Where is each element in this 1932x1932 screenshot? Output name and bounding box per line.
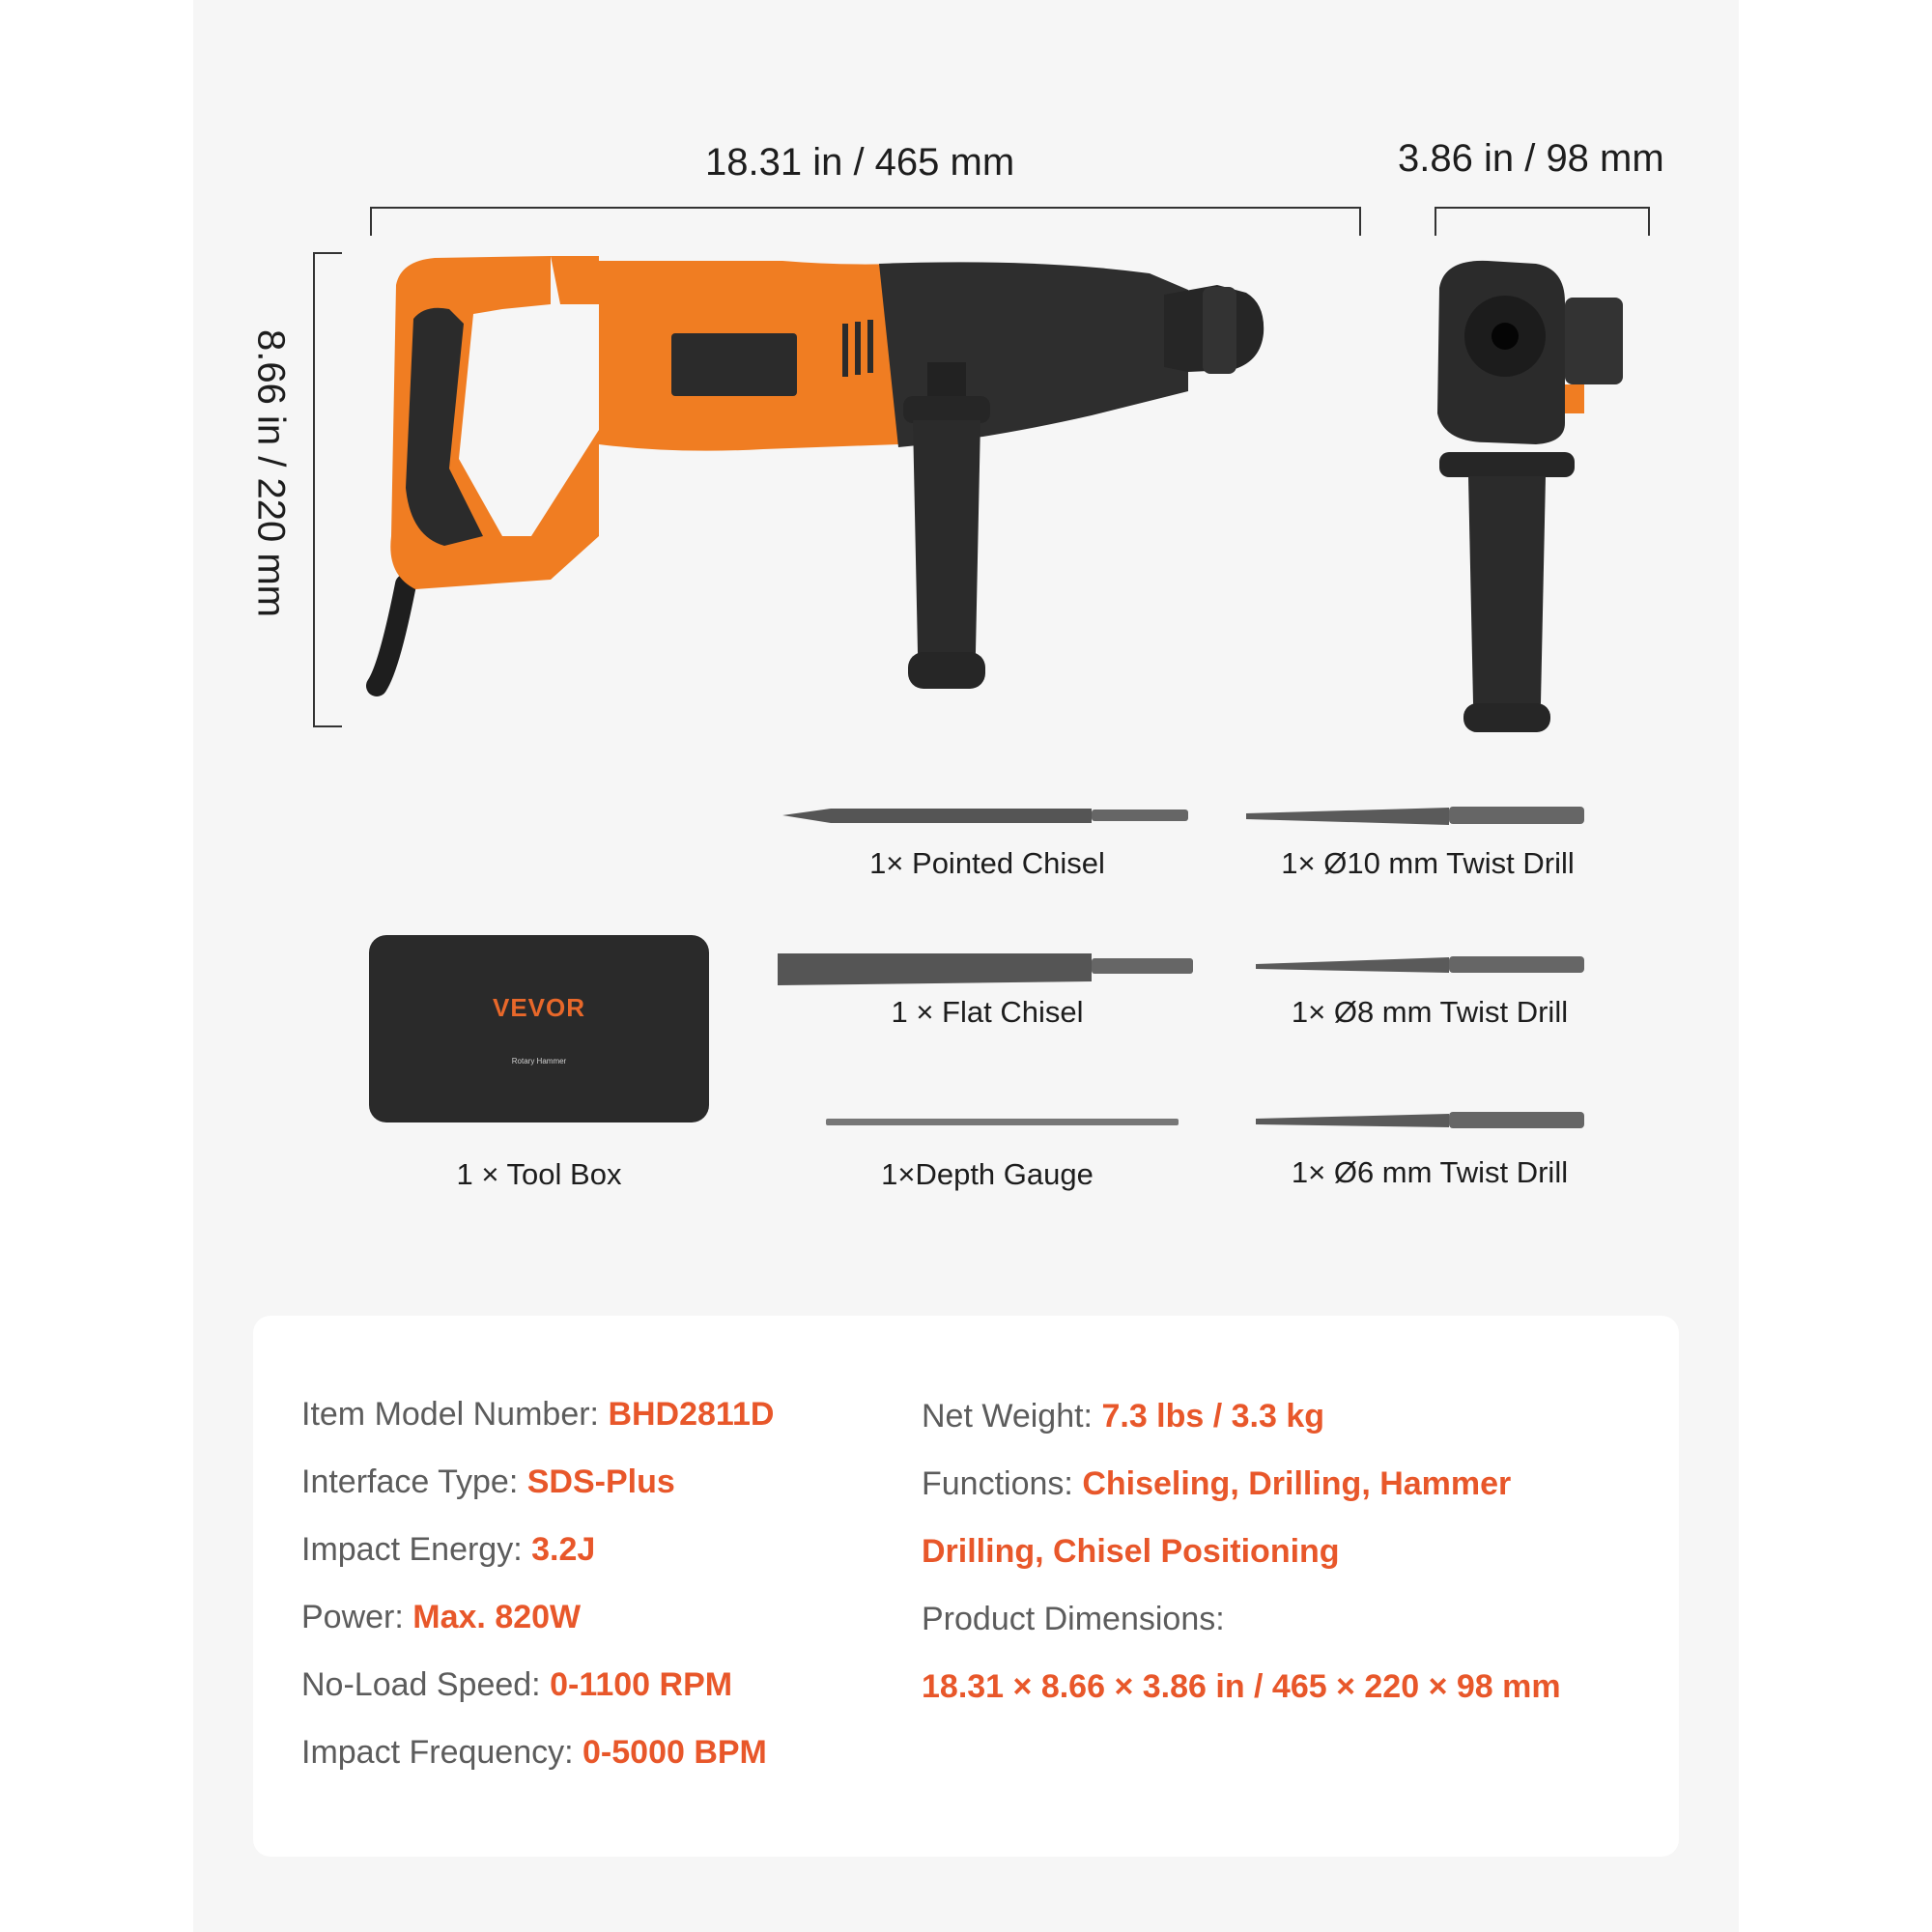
spec-interface-value: SDS-Plus — [526, 1463, 675, 1500]
spec-model-value: BHD2811D — [608, 1396, 775, 1433]
width-bracket — [1435, 208, 1649, 236]
spec-functions-label: Functions: — [922, 1465, 1073, 1502]
pointed-chisel — [782, 809, 1092, 823]
accessory-label-twist-drill-6: 1× Ø6 mm Twist Drill — [1291, 1155, 1569, 1189]
spec-functions — [922, 1465, 1511, 1503]
spec-functions-value-line2: Drilling, Chisel Positioning — [922, 1533, 1340, 1570]
spec-model — [301, 1396, 774, 1434]
spec-interface — [301, 1463, 675, 1501]
spec-interface-label: Interface Type: — [301, 1463, 519, 1500]
spec-power-label: Power: — [301, 1599, 404, 1635]
accessory-label-tool-box: 1 × Tool Box — [456, 1157, 622, 1191]
twist-drill-6 — [1256, 1114, 1449, 1127]
spec-energy-label: Impact Energy: — [301, 1531, 523, 1568]
tool-box-brand-logo: VEVOR — [492, 993, 586, 1022]
length-bracket — [371, 208, 1360, 236]
spec-speed-label: No-Load Speed: — [301, 1666, 541, 1703]
specs-card — [253, 1316, 1679, 1857]
height-dimension-label: 8.66 in / 220 mm — [249, 329, 293, 617]
spec-model-label: Item Model Number: — [301, 1396, 599, 1433]
spec-frequency-value: 0-5000 BPM — [582, 1734, 767, 1771]
height-bracket — [314, 253, 342, 726]
spec-energy-value: 3.2J — [531, 1531, 596, 1568]
spec-dimensions-label: Product Dimensions: — [922, 1601, 1225, 1637]
tool-box-subtitle: Rotary Hammer — [511, 1057, 567, 1065]
spec-power — [301, 1599, 581, 1636]
spec-weight-value: 7.3 lbs / 3.3 kg — [1101, 1398, 1325, 1435]
tool-box-image — [369, 935, 709, 1122]
accessory-bits-image — [773, 792, 1613, 1140]
spec-energy — [301, 1531, 595, 1569]
spec-frequency-label: Impact Frequency: — [301, 1734, 574, 1771]
twist-drill-8 — [1256, 957, 1449, 973]
spec-frequency — [301, 1734, 767, 1772]
spec-functions-continued — [922, 1533, 1340, 1571]
length-dimension-label: 18.31 in / 465 mm — [705, 141, 1015, 184]
accessory-label-twist-drill-10: 1× Ø10 mm Twist Drill — [1281, 846, 1575, 880]
twist-drill-10 — [1246, 808, 1449, 825]
accessory-label-pointed-chisel: 1× Pointed Chisel — [869, 846, 1105, 880]
rotary-hammer-side-image — [357, 246, 1372, 739]
flat-chisel — [778, 953, 1092, 985]
width-dimension-label: 3.86 in / 98 mm — [1398, 137, 1664, 180]
spec-dimensions-value: 18.31 × 8.66 × 3.86 in / 465 × 220 × 98 mm — [922, 1668, 1561, 1705]
spec-dimensions — [922, 1601, 1225, 1638]
accessory-label-twist-drill-8: 1× Ø8 mm Twist Drill — [1291, 995, 1569, 1029]
rotary-hammer-front-image — [1420, 259, 1662, 742]
spec-power-value: Max. 820W — [412, 1599, 582, 1635]
spec-speed — [301, 1666, 732, 1704]
depth-gauge — [826, 1119, 1179, 1125]
spec-weight — [922, 1398, 1324, 1435]
spec-dimensions-value-row — [922, 1668, 1561, 1706]
spec-weight-label: Net Weight: — [922, 1398, 1094, 1435]
accessory-label-depth-gauge: 1×Depth Gauge — [881, 1157, 1094, 1191]
accessory-label-flat-chisel: 1 × Flat Chisel — [891, 995, 1084, 1029]
spec-functions-value-line1: Chiseling, Drilling, Hammer — [1082, 1465, 1512, 1502]
spec-speed-value: 0-1100 RPM — [550, 1666, 733, 1703]
